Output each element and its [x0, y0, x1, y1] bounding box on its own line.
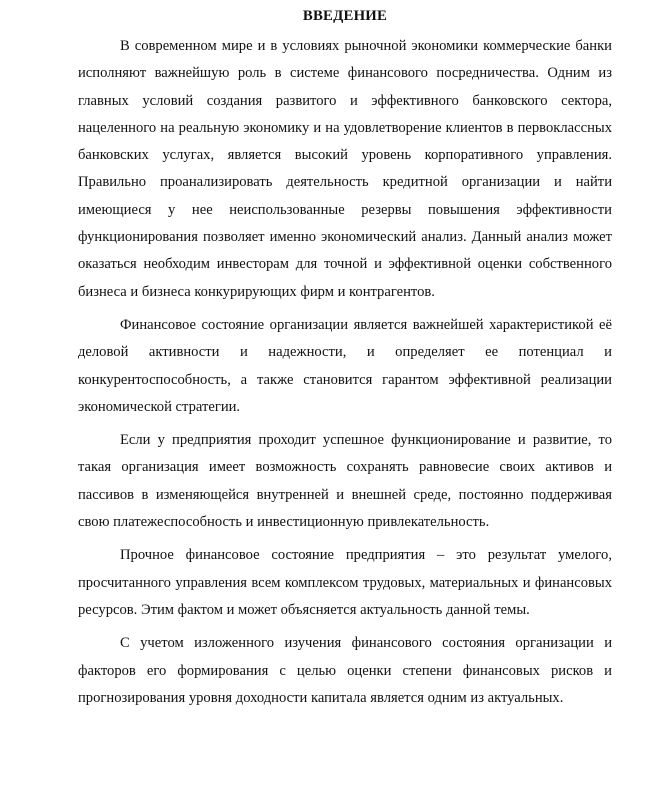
paragraph-3: Если у предприятия проходит успешное функционирование и развитие, то такая организация имеет возможность сохранять равновесие своих активов и пассивов в изменяющейся внутренней и внешней среде, постоянно поддерживая свою платежеспособность и инвестиционную привлекательность. — [78, 432, 612, 531]
paragraph-4: Прочное финансовое состояние предприятия – это результат умелого, просчитанного управления всем комплексом трудовых, материальных и финансовых ресурсов. Этим фактом и может объясняется актуальность данной темы. — [78, 547, 612, 618]
paragraph-1: В современном мире и в условиях рыночной экономики коммерческие банки исполняют важнейшую роль в системе финансового посредничества. Одним из главных условий создания развитого и эффективного банковского сектора, нацеленного на реальную экономику и на удовлетворение клиентов в первоклассных банковских услугах, является высокий уровень корпоративного управления. Правильно проанализировать деятельность кредитной организации и найти имеющиеся у нее неиспользованные резервы повышения эффективности функционирования позволяет именно экономический анализ. Данный анализ может оказаться необходим инвесторам для точной и эффективной оценки собственного бизнеса и бизнеса конкурирующих фирм и контрагентов. — [78, 38, 612, 300]
paragraph-5: С учетом изложенного изучения финансового состояния организации и факторов его формирования с целью оценки степени финансовых рисков и прогнозирования уровня доходности капитала является одним из актуальных. — [78, 635, 612, 706]
paragraph-2: Финансовое состояние организации является важнейшей характеристикой её деловой активности и надежности, и определяет ее потенциал и конкурентоспособность, а также становится гарантом эффективной реализации экономической стратегии. — [78, 316, 612, 415]
section-title: ВВЕДЕНИЕ — [302, 8, 388, 24]
document-page — [78, 6, 612, 718]
